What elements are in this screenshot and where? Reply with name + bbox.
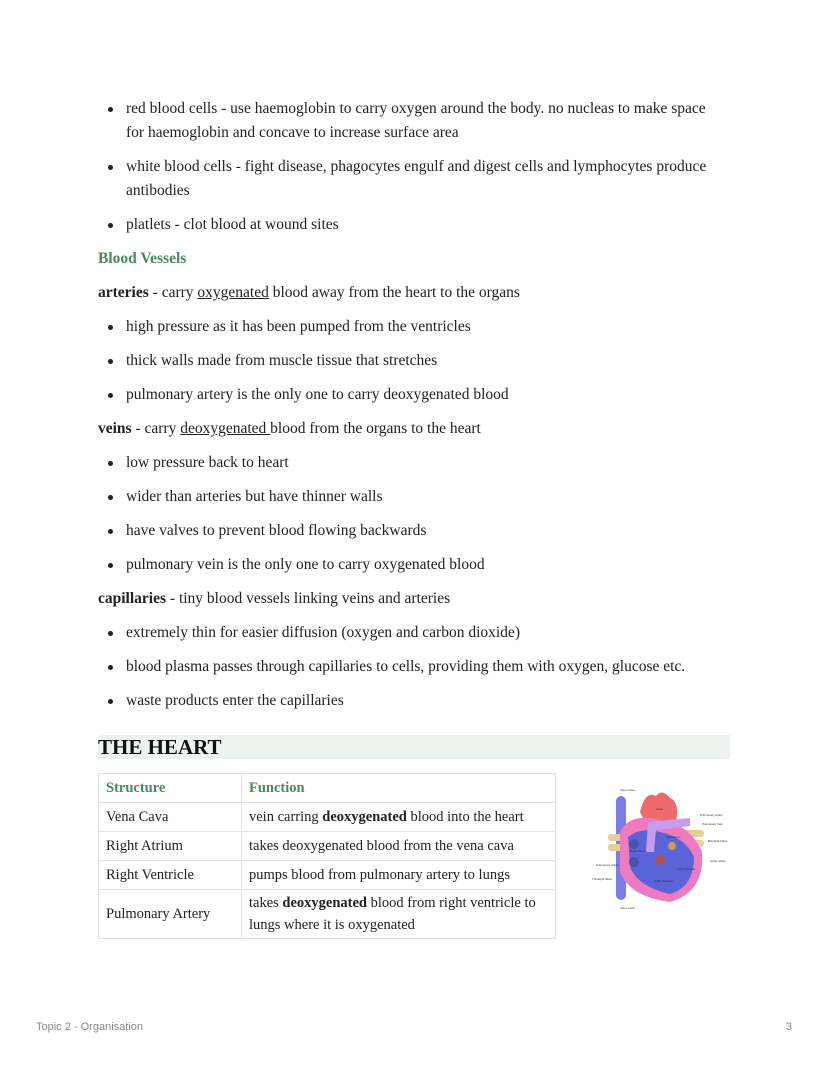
content [98, 97, 738, 723]
bold-text: deoxygenated [322, 809, 407, 825]
diagram-label: Right Atrium [630, 849, 647, 853]
list-item: pulmonary vein is the only one to carry oxygenated blood [98, 553, 716, 577]
function-cell [242, 890, 556, 939]
text: blood away from the heart to the organs [268, 284, 520, 301]
blood-cells-list [98, 97, 738, 237]
diagram-label: Right Ventricle [654, 879, 674, 883]
list-item: white blood cells - fight disease, phagocytes engulf and digest cells and lymphocytes produce antibodies [98, 155, 716, 203]
diagram-label: Pulmonary Vein [702, 822, 724, 826]
text: - tiny blood vessels linking veins and arteries [166, 590, 451, 607]
capillaries-list [98, 621, 738, 713]
list-item: red blood cells - use haemoglobin to carry oxygen around the body. no nucleas to make space for haemoglobin and concave to increase surface area [98, 97, 716, 145]
list-item: high pressure as it has been pumped from the ventricles [98, 315, 716, 339]
footer-topic: Topic 2 - Organisation [36, 1021, 143, 1033]
structure-cell: Right Atrium [99, 832, 242, 861]
diagram-label: Pulmonary Valve [596, 863, 619, 867]
section-heading-blood-vessels: Blood Vessels [98, 250, 187, 267]
diagram-label: Bicuspid Valve [708, 839, 728, 843]
structure-cell: Vena Cava [99, 803, 242, 832]
text: - carry [148, 284, 198, 301]
heart-diagram-image [590, 782, 730, 912]
arteries-list [98, 315, 738, 407]
diagram-label: Vena Cava [620, 906, 635, 910]
table-row [99, 861, 556, 890]
column-header: Function [242, 774, 556, 803]
structure-cell: Pulmonary Artery [99, 890, 242, 939]
diagram-label: Left Ventricle [678, 867, 696, 871]
veins-definition [98, 417, 738, 441]
function-cell: pumps blood from pulmonary artery to lungs [242, 861, 556, 890]
capillaries-definition [98, 587, 738, 611]
column-header: Structure [99, 774, 242, 803]
table-row [99, 803, 556, 832]
list-item: extremely thin for easier diffusion (oxygen and carbon dioxide) [98, 621, 716, 645]
list-item: have valves to prevent blood flowing backwards [98, 519, 716, 543]
diagram-label: Aortic Valve [710, 859, 726, 863]
bold-text: deoxygenated [282, 895, 368, 911]
list-item: low pressure back to heart [98, 451, 716, 475]
text: blood from the organs to the heart [270, 420, 481, 437]
text: blood into the heart [406, 809, 524, 825]
function-cell: takes deoxygenated blood from the vena cava [242, 832, 556, 861]
heart-structure-table [98, 773, 556, 939]
list-item: wider than arteries but have thinner walls [98, 485, 716, 509]
diagram-label: Aorta [656, 807, 664, 811]
text: - carry [131, 420, 181, 437]
diagram-label: Vena Cava [620, 788, 635, 792]
term: capillaries [98, 590, 167, 607]
table-row [99, 890, 556, 939]
term: arteries [98, 284, 149, 301]
list-item: waste products enter the capillaries [98, 689, 716, 713]
page-number: 3 [785, 1021, 792, 1033]
list-item: pulmonary artery is the only one to carry deoxygenated blood [98, 383, 716, 407]
diagram-label: Left Atrium [666, 835, 681, 839]
underlined-text: deoxygenated [180, 420, 271, 437]
structure-cell: Right Ventricle [99, 861, 242, 890]
diagram-label: Tricuspid Valve [592, 877, 613, 881]
table-header-row [99, 774, 556, 803]
underlined-text: oxygenated [197, 284, 269, 301]
section-heading-the-heart: THE HEART [98, 735, 730, 759]
veins-list [98, 451, 738, 577]
diagram-label: Pulmonary Artery [700, 813, 724, 817]
list-item: platlets - clot blood at wound sites [98, 213, 716, 237]
text: blood from right ventricle to lungs where it is oxygenated [249, 895, 536, 933]
function-cell [242, 803, 556, 832]
text: takes [249, 895, 283, 911]
list-item: thick walls made from muscle tissue that stretches [98, 349, 716, 373]
term: veins [98, 420, 132, 437]
table-row [99, 832, 556, 861]
text: vein carring [249, 809, 323, 825]
list-item: blood plasma passes through capillaries to cells, providing them with oxygen, glucose etc. [98, 655, 746, 679]
arteries-definition [98, 281, 738, 305]
